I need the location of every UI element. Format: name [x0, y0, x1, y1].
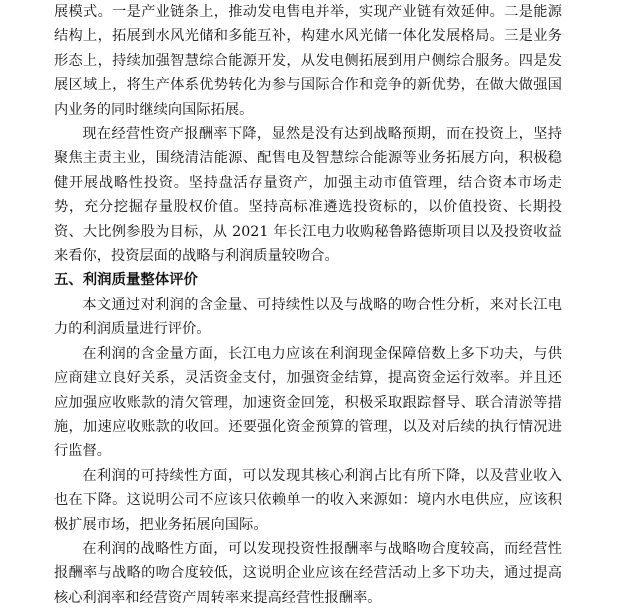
paragraph-profit-cash-content: 在利润的含金量方面，长江电力应该在利润现金保障倍数上多下功夫，与供应商建立良好关系，灵活资金支付，加强资金结算，提高资金运行效率。并且还应加强应收账款的清欠管理，加速资金回笼，积极采取跟踪督导、联合清淤等措施，加速应收账款的收回。还要强化资金预算的管理，以及对后续的执行情况进行监督。 [54, 345, 562, 460]
paragraph-profit-sustainability: 在利润的可持续性方面，可以发现其核心利润占比有所下降，以及营业收入也在下降。这说明公司不应该只依赖单一的收入来源如：境内水电供应，应该积极扩展市场，把业务拓展向国际。 [54, 467, 562, 533]
document-page [54, 0, 562, 610]
paragraph-evaluation-intro: 本文通过对利润的含金量、可持续性以及与战略的吻合性分析，来对长江电力的利润质量进行评价。 [54, 296, 562, 338]
paragraph-investment-strategy: 现在经营性资产报酬率下降，显然是没有达到战略预期，而在投资上，坚持聚焦主责主业，围绕清洁能源、配售电及智慧综合能源等业务拓展方向，积极稳健开展战略性投资。坚持盘活存量资产，加强主动市值管理，结合资本市场走势，充分挖掘存量股权价值。坚持高标准遴选投资标的，以价值投资、长期投资、大比例参股为目标，从 2021 年长江电力收购秘鲁路德斯项目以及投资收益来看你，投资层面的战略与利润质量较吻合。 [54, 126, 562, 265]
paragraph-profit-strategy: 在利润的战略性方面，可以发现投资性报酬率与战略吻合度较高，而经营性报酬率与战略的吻合度较低，这说明企业应该在经营活动上多下功夫，通过提高核心利润率和经营资产周转率来提高经营性报酬率。 [54, 540, 562, 606]
section-heading: 五、利润质量整体评价 [54, 272, 198, 289]
paragraph-development-mode: 展模式。一是产业链条上，推动发电售电并举，实现产业链有效延伸。二是能源结构上，拓展到水风光储和多能互补，构建水风光储一体化发展格局。三是业务形态上，持续加强智慧综合能源开发，从发电侧拓展到用户侧综合服务。四是发展区域上，将生产体系优势转化为参与国际合作和竞争的新优势，在做大做强国内业务的同时继续向国际拓展。 [54, 4, 562, 118]
